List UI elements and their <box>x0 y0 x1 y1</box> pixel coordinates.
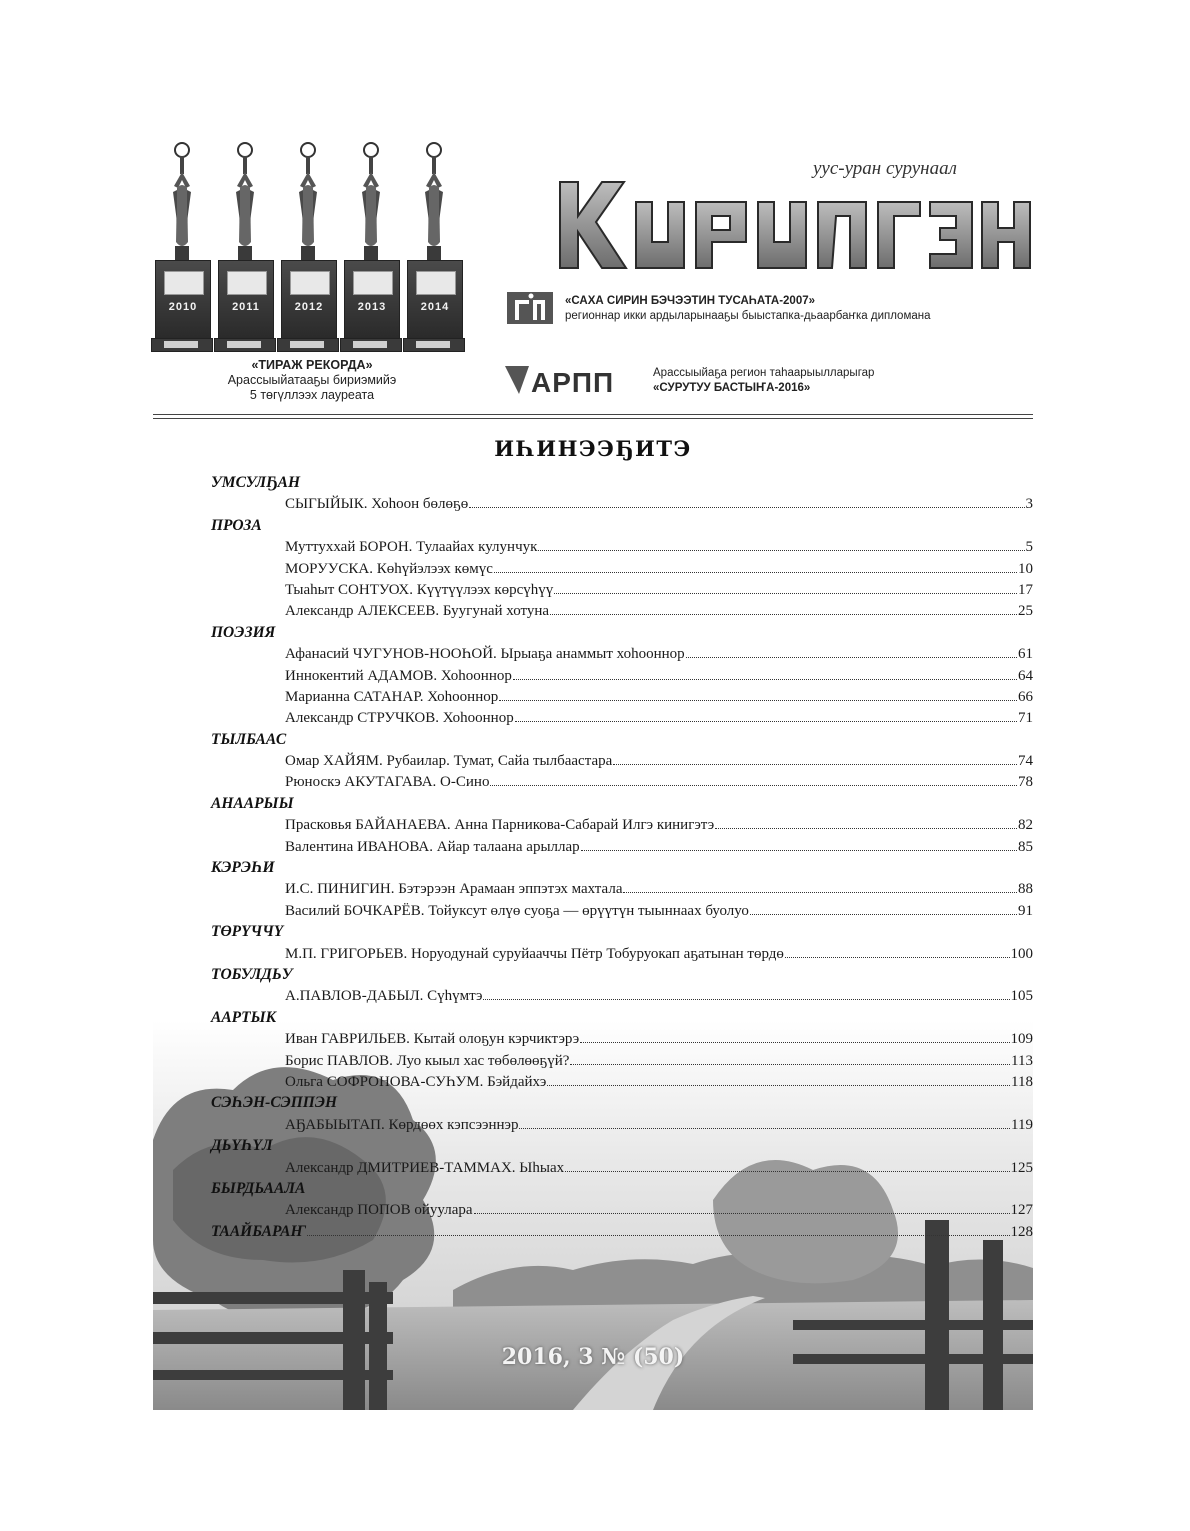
toc-section-heading: КЭРЭҺИ <box>211 859 275 877</box>
dot-leader <box>686 643 1017 658</box>
toc-entry-page: 25 <box>1018 603 1033 620</box>
dot-leader <box>570 1050 1010 1065</box>
dot-leader <box>538 536 1024 551</box>
toc-entry <box>285 1157 1033 1178</box>
toc-entry-page: 74 <box>1018 753 1033 770</box>
dot-leader <box>554 579 1017 594</box>
dot-leader <box>550 600 1017 615</box>
dot-leader <box>515 707 1017 722</box>
bracket-logo-icon <box>505 290 555 326</box>
trophy-icon <box>279 142 337 352</box>
toc-entry <box>285 579 1033 600</box>
toc-entry-title: Александр ПОПОВ ойуулара <box>285 1202 473 1219</box>
toc-entry-title: Борис ПАВЛОВ. Луо кыыл хас төбөлөөҕүй? <box>285 1052 570 1069</box>
toc-entry-title: АҔАБЫЫТАП. Көрдөөх кэпсээннэр <box>285 1116 519 1133</box>
dot-leader <box>307 1221 1010 1236</box>
toc-section-heading: ТЫЛБААС <box>211 730 287 748</box>
toc-entry <box>285 750 1033 771</box>
toc-entry-page: 119 <box>1011 1116 1033 1133</box>
dot-leader <box>623 878 1017 893</box>
toc-entry <box>285 493 1033 514</box>
toc-entry-page: 17 <box>1018 581 1033 598</box>
trophy-year: 2011 <box>232 301 260 313</box>
toc-entry-page: 71 <box>1018 710 1033 727</box>
toc-entry <box>285 1028 1033 1049</box>
toc-entry-page: 109 <box>1010 1031 1033 1048</box>
toc-entry <box>285 836 1033 857</box>
toc-entry-title: Василий БОЧКАРЁВ. Тойуксут өлүө суоҕа — өрүүтүн тыыннаах буолуо <box>285 902 749 919</box>
toc-entry <box>285 814 1033 835</box>
dot-leader <box>490 771 1017 786</box>
toc-title: ИҺИНЭЭҔИТЭ <box>494 436 692 461</box>
toc-entry-page: 78 <box>1018 774 1033 791</box>
toc-entry-title: М.П. ГРИГОРЬЕВ. Норуодунай суруйааччы Пётр Тобуруокап аҕатынан төрдө <box>285 945 784 962</box>
dot-leader <box>499 686 1017 701</box>
toc-entry <box>285 1050 1033 1071</box>
toc-entry-title: МОРУУСКА. Көһүйэлээх көмүс <box>285 560 493 577</box>
dot-leader <box>715 814 1017 829</box>
toc-entry-title: Александр ДМИТРИЕВ-ТАММАХ. Ыһыах <box>285 1159 565 1176</box>
toc-entry-title: Рюноскэ АКУТАГАВА. О-Сино <box>285 774 490 791</box>
toc-entry <box>285 943 1033 964</box>
toc-section-heading: ПОЭЗИЯ <box>211 623 276 641</box>
statue-figure <box>234 142 256 262</box>
magazine-page <box>153 120 1033 1410</box>
toc-section-heading: ПРОЗА <box>211 516 262 534</box>
toc-entry <box>285 1199 1033 1220</box>
dot-leader <box>494 558 1017 573</box>
prize-1-title: «САХА СИРИН БЭЧЭЭТИН ТУСАҺАТА-2007» <box>565 295 816 307</box>
trophy-icon <box>153 142 211 352</box>
toc-entry <box>285 900 1033 921</box>
dot-leader <box>483 985 1009 1000</box>
award-line-3: 5 төгүллээх лауреата <box>249 388 375 402</box>
trophy-icon <box>342 142 400 352</box>
table-of-contents <box>211 472 1033 1242</box>
toc-section-heading: ААРТЫК <box>211 1008 277 1026</box>
toc-entry-title: Омар ХАЙЯМ. Рубаилар. Тумат, Сайа тылбаастара <box>285 753 613 770</box>
trophy-year: 2013 <box>357 301 387 313</box>
toc-entry-page: 3 <box>1025 496 1033 513</box>
toc-entry-title: Александр СТРУЧКОВ. Хоһооннор <box>285 710 514 727</box>
toc-entry <box>285 686 1033 707</box>
toc-entry-page: 64 <box>1018 667 1033 684</box>
toc-entry-page: 128 <box>1010 1223 1033 1240</box>
toc-entry-page: 113 <box>1011 1052 1033 1069</box>
issue-number: 2016, 3 № (50) <box>501 1344 685 1370</box>
toc-entry-title: Прасковья БАЙАНАЕВА. Анна Парникова-Сабарай Илгэ кинигэтэ <box>285 817 715 834</box>
statue-figure <box>423 142 445 262</box>
prize-1-desc: регионнар икки ардыларынааҕы быыстапка-дьаарбаҥка дипломана <box>565 310 931 322</box>
statue-figure <box>360 142 382 262</box>
dot-leader <box>565 1157 1009 1172</box>
toc-entry-title: СЫГЫЙЫК. Хоһоон бөлөҕө <box>285 496 469 513</box>
toc-entry-page: 91 <box>1018 902 1033 919</box>
toc-entry-title: Александр АЛЕКСЕЕВ. Буугунай хотуна <box>285 603 550 620</box>
toc-entry <box>285 558 1033 579</box>
svg-text:АРПП: АРПП <box>531 367 615 396</box>
header-rule-top <box>153 414 1033 415</box>
toc-entry <box>285 878 1033 899</box>
toc-entry-page: 61 <box>1018 646 1033 663</box>
prize-2-desc: Арассыыйаҕа регион таһаарыылларыгар <box>653 367 875 379</box>
trophy-year: 2010 <box>168 301 198 313</box>
dot-leader <box>613 750 1017 765</box>
toc-entry-page: 82 <box>1018 817 1033 834</box>
toc-entry-title: Тыаһыт СОНТУОХ. Күүтүүлээх көрсүһүү <box>285 581 554 598</box>
toc-section-heading: СЭҺЭН-СЭППЭН <box>211 1094 338 1112</box>
dot-leader <box>785 943 1010 958</box>
toc-section-heading: ТААЙБАРАҤ <box>211 1222 306 1240</box>
toc-section-heading: АНААРЫЫ <box>211 794 294 812</box>
toc-entry-title: Афанасий ЧУГУНОВ-НООҺОЙ. Ырыаҕа анаммыт хоһооннор <box>285 646 685 663</box>
trophy-row <box>153 142 471 352</box>
toc-entry-title: Иннокентий АДАМОВ. Хоһооннор <box>285 667 512 684</box>
toc-entry-title: Марианна САТАНАР. Хоһооннор <box>285 688 499 705</box>
toc-section-heading: ТӨРҮЧЧҮ <box>211 923 284 941</box>
toc-entry <box>285 643 1033 664</box>
toc-section-heading: БЫРДЬААЛА <box>211 1179 306 1197</box>
statue-figure <box>171 142 193 262</box>
magazine-subtitle: уус-уран сурунаал <box>813 158 957 179</box>
toc-entry <box>285 985 1033 1006</box>
statue-figure <box>297 142 319 262</box>
toc-section-heading: УМСУЛҔАН <box>211 474 301 491</box>
toc-entry-page: 100 <box>1010 945 1033 962</box>
toc-entry-page: 105 <box>1010 988 1033 1005</box>
toc-section-heading: ТОБУЛДЬУ <box>211 965 293 983</box>
toc-entry-title: И.С. ПИНИГИН. Бэтэрээн Арамаан эппэтэх махтала <box>285 881 623 898</box>
dot-leader <box>750 900 1017 915</box>
award-title: «ТИРАЖ РЕКОРДА» <box>251 358 373 372</box>
toc-entry-page: 88 <box>1018 881 1033 898</box>
toc-entry-title: Ольга СОФРОНОВА-СУҺУМ. Бэйдайхэ <box>285 1073 547 1090</box>
trophy-icon <box>405 142 463 352</box>
dot-leader <box>513 665 1017 680</box>
toc-entry-page: 118 <box>1011 1073 1033 1090</box>
toc-entry-title: Валентина ИВАНОВА. Айар талаана арыллар <box>285 838 580 855</box>
toc-entry <box>285 665 1033 686</box>
dot-leader <box>581 836 1017 851</box>
trophy-year: 2014 <box>420 301 450 313</box>
magazine-logo <box>556 172 1036 274</box>
toc-entry-page: 85 <box>1018 838 1033 855</box>
toc-entry-title: А.ПАВЛОВ-ДАБЫЛ. Сүһүмтэ <box>285 988 483 1005</box>
trophy-year: 2012 <box>294 301 324 313</box>
toc-entry-page: 5 <box>1025 539 1033 556</box>
toc-entry <box>285 1071 1033 1092</box>
header-rule-bottom <box>153 418 1033 419</box>
toc-entry <box>285 600 1033 621</box>
toc-final-entry <box>211 1221 1033 1242</box>
toc-entry <box>285 707 1033 728</box>
dot-leader <box>474 1199 1010 1214</box>
arpp-logo-icon <box>505 364 641 396</box>
toc-entry <box>285 771 1033 792</box>
dot-leader <box>580 1028 1009 1043</box>
toc-entry <box>285 536 1033 557</box>
award-caption <box>153 358 471 403</box>
dot-leader <box>519 1114 1010 1129</box>
toc-entry-page: 10 <box>1018 560 1033 577</box>
toc-entry-title: Муттуххай БОРОН. Тулаайах кулунчук <box>285 539 538 556</box>
toc-entry-title: Иван ГАВРИЛЬЕВ. Кытай олоҕун кэрчиктэрэ <box>285 1031 580 1048</box>
trophy-icon <box>216 142 274 352</box>
toc-entry-page: 125 <box>1010 1159 1033 1176</box>
dot-leader <box>469 493 1024 508</box>
toc-entry-page: 66 <box>1018 688 1033 705</box>
toc-entry <box>285 1114 1033 1135</box>
toc-section-heading: ДЬҮҺҮЛ <box>211 1137 273 1155</box>
toc-entry-page: 127 <box>1010 1202 1033 1219</box>
dot-leader <box>547 1071 1010 1086</box>
award-line-2: Арассыыйатааҕы бириэмийэ <box>227 373 397 387</box>
prize-2-title: «СУРУТУУ БАСТЫҤА-2016» <box>653 382 811 394</box>
